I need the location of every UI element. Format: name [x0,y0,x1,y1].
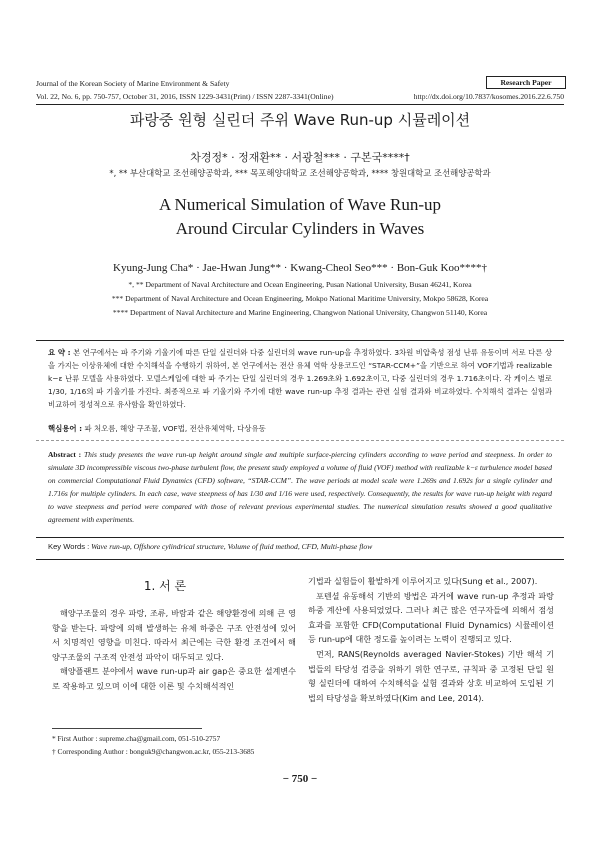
body-right-paragraph-1: 기법과 실험들이 활발하게 이루어지고 있다(Sung et al., 2007). [308,576,538,586]
authors-english: Kyung-Jung Cha* · Jae-Hwan Jung** · Kwang-Cheol Seo*** · Bon-Guk Koo****† [113,262,487,274]
footnote-corresponding-author: † Corresponding Author : bonguk9@changwon.ac.kr, 055-213-3685 [52,747,255,756]
keywords-english [48,541,552,553]
body-right-paragraph-2: 포텐셜 유동해석 기반의 방법은 과거에 wave run-up 추정과 파랑하중 계산에 사용되었었다. 그러나 최근 많은 연구자들에 의해서 점성 효과를 포함한 CFD(Computational Fluid Dynamics) 시뮬레이션 등 run-up에 대한 정도를 높이려는 노력이 진행되고 있다. [308,590,554,645]
abstract-korean-text: 본 연구에서는 파 주기와 기울기에 따른 단일 실린더와 다중 실린더의 wave run-up을 추정하였다. 3차원 비압축성 점성 난류 유동이며 서로 다른 상을 가지는 이상유체에 대한 수치해석을 수행하기 위하여, 본 연구에서는 전산 유체 역학 상용코드인 “STAR-CCM+”을 기반으로 하여 VOF기법과 realizable k−ε 난류 모델을 사용하였다. 모델스케일에 대한 파 주기는 단일 실린더의 경우 1.269초와 1.692초이고, 다중 실린더의 경우 1.716초이다. 각 케이스 별로 1/30, 1/16의 파 기울기를 가진다. 최종적으로 파 기울기와 주기에 대한 wave run-up 추정 결과는 관련 실험 결과와 비교하였다. 수치해석 결과는 실험과 비교하여 정성적으로 유사함을 확인하였다. [48,348,552,409]
title-english-line1: A Numerical Simulation of Wave Run-up [158,195,442,214]
body-right-column [308,574,554,705]
research-paper-badge [486,76,566,89]
title-english-line2: Around Circular Cylinders in Waves [175,219,425,238]
keywords-korean-text: 파 처오름, 해양 구조물, VOF법, 전산유체역학, 다상유동 [84,424,266,433]
keywords-korean [48,423,552,435]
abstract-korean-label: 요 약 : [48,348,71,357]
journal-name: Journal of the Korean Society of Marine Environment & Safety [36,79,230,88]
affiliations-korean: *, ** 부산대학교 조선해양공학과, *** 목포해양대학교 조선해양공학과, **** 창원대학교 조선해양공학과 [109,168,491,178]
footnote-first-author: * First Author : supreme.cha@gmail.com, 051-510-2757 [52,734,221,743]
page-number: − 750 − [282,773,318,785]
affiliation-english-1: *, ** Department of Naval Architecture and Ocean Engineering, Pusan National University, Busan 46241, Korea [128,280,472,289]
abstract-korean [48,346,552,411]
badge-label: Research Paper [500,78,552,87]
title-korean: 파랑중 원형 실린더 주위 Wave Run-up 시뮬레이션 [129,111,471,129]
affiliation-english-3: **** Department of Naval Architecture and Marine Engineering, Changwon National University, Changwon 51140, Korea [112,308,488,317]
abstract-english [48,448,552,526]
keywords-english-text: Wave run-up, Offshore cylindrical structure, Volume of fluid method, CFD, Multi-phase flow [91,542,373,551]
affiliation-english-2: *** Department of Naval Architecture and Ocean Engineering, Mokpo National Maritime University, Mokpo 58628, Korea [111,294,489,303]
keywords-korean-label: 핵심용어 : [48,424,83,433]
abstract-rule-top [36,340,564,341]
authors-korean: 차경정* · 정재환** · 서광철*** · 구본국****† [190,151,410,164]
keywords-english-label: Key Words : [48,542,90,551]
header-rule [36,104,564,105]
keywords-rule [36,559,564,560]
body-right-paragraph-3: 먼저, RANS(Reynolds averaged Navier-Stokes) 기반 해석 기법들의 타당성 검증을 위하기 위한 연구로, 규칙파 중 고정된 단일 원형 실린더에 대하여 수치해석을 실험 결과와 상호 비교하여 도입된 기법의 타당성을 확보하였다(Kim and Lee, 2014). [308,648,554,703]
footnote-rule [52,728,202,729]
body-left-paragraph-1: 해양구조물의 경우 파랑, 조류, 바람과 같은 해양환경에 의해 큰 영향을 받는다. 파랑에 의해 발생하는 유체 하중은 구조 안전성에 있어서 치명적인 영향을 미친다. 따라서 최근에는 극한 환경 조건에서 해양구조물의 구조적 안전성 파악이 대두되고 있다. [52,608,296,662]
abstract-rule-bottom [36,537,564,538]
section-heading: 1. 서 론 [143,579,187,593]
volume-line: Vol. 22, No. 6, pp. 750-757, October 31, 2016, ISSN 1229-3431(Print) / ISSN 2287-3341(Online) [36,92,334,101]
abstract-english-text: This study presents the wave run-up height around single and multiple surface-piercing cylinders according to wave period and steepness. In order to simulate 3D incompressible viscous two-phase turbulent flow, the present study employed a volume of fluid (VOF) method with realizable k−ε turbulence model based on commercial Computational Fluid Dynamics (CFD) software, “STAR-CCM”. The wave periods at model scale were 1.269s and 1.692s for a single cylinder and 1.716s for multiple cylinders. In each case, wave steepness of has 1/30 and 1/16 were used, respectively. Consequently, the results for wave run-up height with regard to wave steepness and period were compared with those of relevant previous experimental studies. The numerical simulation results showed a good qualitative agreement with experiments. [48,450,552,524]
abstract-divider [36,440,564,441]
body-left-column [52,606,296,694]
abstract-english-label: Abstract : [48,450,82,459]
doi-link[interactable]: http://dx.doi.org/10.7837/kosomes.2016.22.6.750 [413,92,564,101]
body-left-paragraph-2: 해양플랜트 분야에서 wave run-up과 air gap은 중요한 설계변수로 작용하고 있으며 이에 대한 이론 및 수치해석적인 [52,666,296,691]
